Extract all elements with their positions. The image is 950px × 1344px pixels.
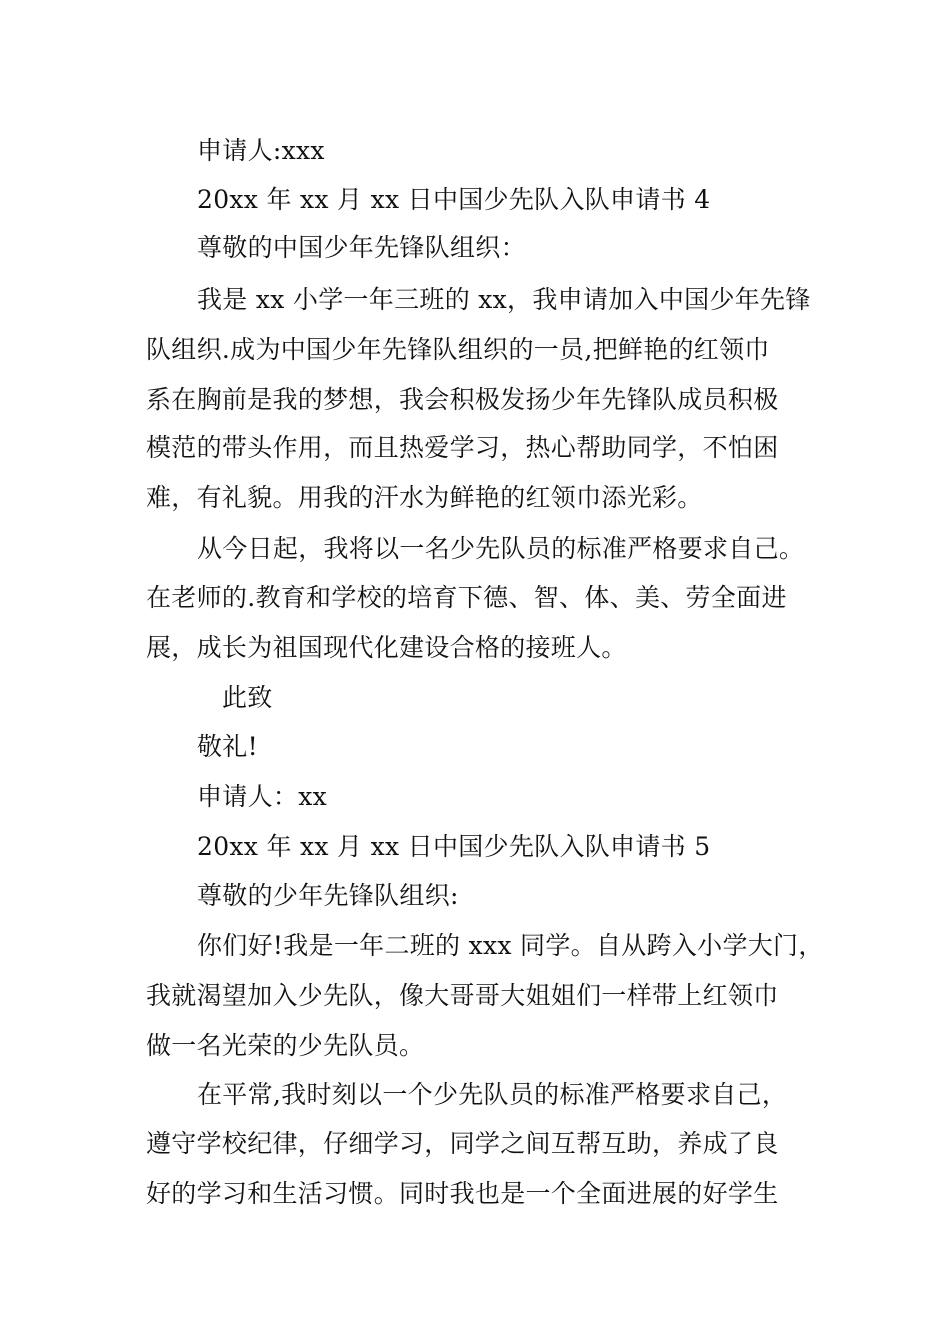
applicant-signature-2: 申请人：xx	[197, 782, 327, 811]
paragraph-line: 在平常,我时刻以一个少先队员的标准严格要求自己，	[197, 1080, 788, 1109]
paragraph-line: 遵守学校纪律，仔细学习，同学之间互帮互助，养成了良	[146, 1129, 779, 1158]
paragraph-line: 我就渴望加入少先队，像大哥哥大姐姐们一样带上红领巾	[146, 981, 779, 1010]
closing-cizhi: 此致	[222, 683, 273, 712]
salutation-2: 尊敬的少年先锋队组织:	[197, 881, 459, 910]
closing-jingli: 敬礼!	[197, 732, 258, 761]
paragraph-line: 好的学习和生活习惯。同时我也是一个全面进展的好学生	[146, 1179, 779, 1208]
paragraph-line: 做一名光荣的少先队员。	[146, 1031, 425, 1060]
applicant-signature-1: 申请人:xxx	[197, 136, 325, 165]
paragraph-line: 在老师的.教育和学校的培育下德、智、体、美、劳全面进	[146, 583, 787, 612]
paragraph-line: 模范的带头作用，而且热爱学习，热心帮助同学，不怕困	[146, 433, 779, 462]
salutation-1: 尊敬的中国少年先锋队组织：	[197, 233, 526, 262]
date-and-heading-4: 20xx 年 xx 月 xx 日中国少先队入队申请书 4	[197, 185, 711, 214]
paragraph-line: 从今日起，我将以一名少先队员的标准严格要求自己。	[197, 534, 805, 563]
paragraph-line: 队组织.成为中国少年先锋队组织的一员,把鲜艳的红领巾	[146, 335, 770, 364]
date-and-heading-5: 20xx 年 xx 月 xx 日中国少先队入队申请书 5	[197, 832, 711, 861]
paragraph-line: 我是 xx 小学一年三班的 xx，我申请加入中国少年先锋	[197, 285, 811, 314]
paragraph-line: 你们好!我是一年二班的 xxx 同学。自从跨入小学大门，	[197, 931, 824, 960]
paragraph-line: 难，有礼貌。用我的汗水为鲜艳的红领巾添光彩。	[146, 483, 703, 512]
paragraph-line: 展，成长为祖国现代化建设合格的接班人。	[146, 633, 627, 662]
paragraph-line: 系在胸前是我的梦想，我会积极发扬少年先锋队成员积极	[146, 385, 779, 414]
